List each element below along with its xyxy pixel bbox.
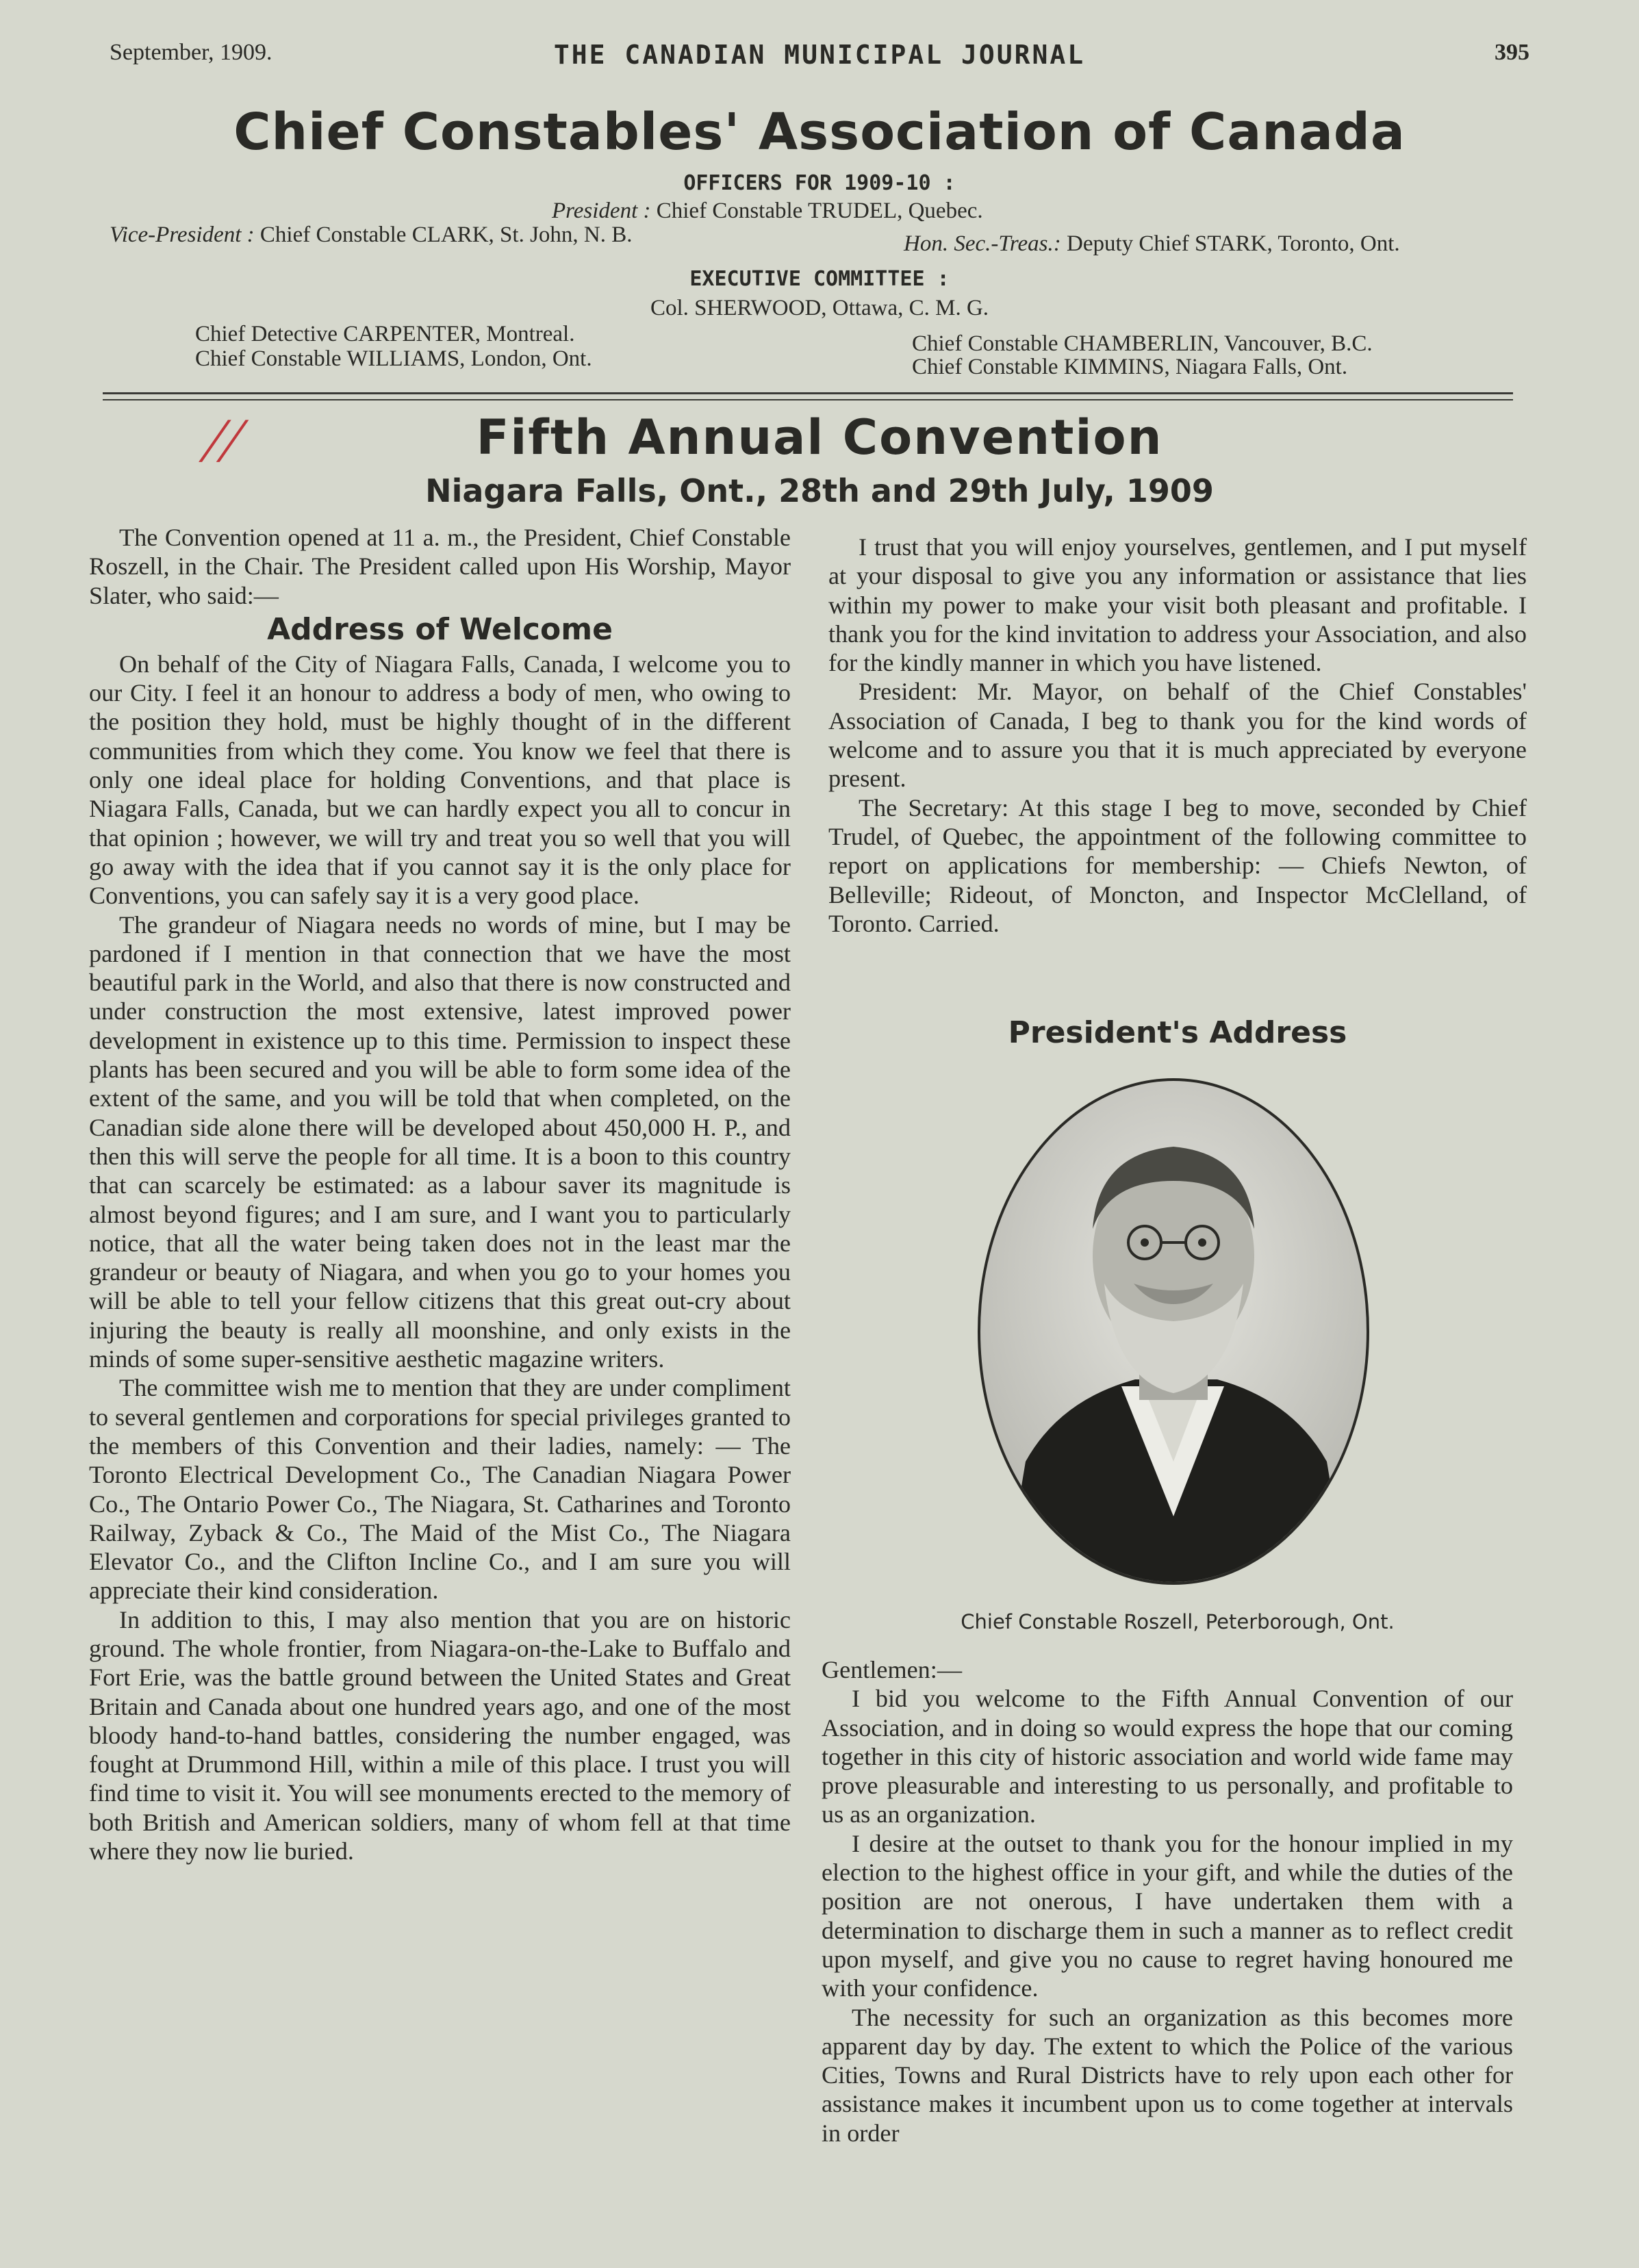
president-role: President :	[552, 199, 651, 223]
vice-president-line	[110, 222, 633, 248]
vice-president-role: Vice-President :	[110, 222, 255, 247]
president-line	[552, 199, 983, 224]
intro-paragraph: The Convention opened at 11 a. m., the President, Chief Constable Roszell, in the Chair. The President called upon His Worship, Mayor Slater, who said:—	[89, 524, 791, 609]
executive-right-member-1: Chief Constable CHAMBERLIN, Vancouver, B.C.	[912, 331, 1373, 356]
right-column-bottom	[822, 1655, 1513, 2148]
association-title: Chief Constables' Association of Canada	[233, 103, 1406, 162]
welcome-paragraph-1: On behalf of the City of Niagara Falls, Canada, I welcome you to our City. I feel it an honour to address a body of men, who owing to the position they hold, must be highly thought of in the different communities from which they come. You know we feel that there is only one ideal place for holding Conventions, and that place is Niagara Falls, Canada, but we can hardly expect you all to concur in that opinion ; however, we will try and treat you so well that you will go away with the idea that if you cannot say it is the only place for Conventions, you can safely say it is a very good place.	[89, 650, 791, 910]
right-paragraph-3: The Secretary: At this stage I beg to move, seconded by Chief Trudel, of Quebec, the appointment of the following committee to report on applications for membership: — Chiefs Newton, of Belleville; Rideout, of Moncton, and Inspector McClelland, of Toronto. Carried.	[828, 793, 1527, 937]
secretary-name: Deputy Chief STARK, Toronto, Ont.	[1067, 231, 1400, 256]
executive-center-member: Col. SHERWOOD, Ottawa, C. M. G.	[650, 296, 989, 320]
convention-subtitle: Niagara Falls, Ont., 28th and 29th July, 1909	[425, 472, 1214, 509]
divider-rule-bottom	[103, 399, 1513, 400]
red-margin-mark: //	[199, 405, 247, 475]
president-portrait	[978, 1078, 1369, 1585]
executive-left-member-2: Chief Constable WILLIAMS, London, Ont.	[195, 346, 592, 371]
page-number: 395	[1495, 40, 1529, 65]
vice-president-name: Chief Constable CLARK, St. John, N. B.	[259, 222, 633, 247]
divider-rule-top	[103, 392, 1513, 394]
welcome-paragraph-3: The committee wish me to mention that they are under compliment to several gentlemen and corporations for special privileges granted to the members of this Convention and their ladies, namely: — The Toronto Electrical Development Co., The Canadian Niagara Power Co., The Ontario Power Co., The Niagara, St. Catharines and Toronto Railway, Zyback & Co., The Maid of the Mist Co., The Niagara Elevator Co., and the Clifton Incline Co., and I am sure you will appreciate their kind consideration.	[89, 1374, 791, 1605]
running-head-journal: THE CANADIAN MUNICIPAL JOURNAL	[553, 40, 1086, 70]
secretary-line	[904, 231, 1400, 257]
executive-heading: EXECUTIVE COMMITTEE :	[689, 267, 950, 291]
left-column	[89, 523, 791, 1865]
portrait-caption: Chief Constable Roszell, Peterborough, Ont.	[961, 1610, 1395, 1633]
president-paragraph-3: The necessity for such an organization as this becomes more apparent day by day. The extent to which the Police of the various Cities, Towns and Rural Districts have to rely upon each other for assistance makes it incumbent upon us to come together at intervals in order	[822, 2003, 1513, 2147]
right-column-top	[828, 533, 1527, 938]
president-name: Chief Constable TRUDEL, Quebec.	[656, 199, 983, 223]
welcome-paragraph-2: The grandeur of Niagara needs no words of mine, but I may be pardoned if I mention in that connection that we have the most beautiful park in the World, and also that there is now constructed and under construction the most extensive, latest improved power development in existence up to this time. Permission to inspect these plants has been secured and you will be able to form some idea of the extent of the same, and you will be told that when completed, on the Canadian side alone there will be developed about 450,000 H. P., and then this will serve the people for all time. It is a boon to this country that can scarcely be estimated: as a labour saver its magnitude is almost beyond figures; and I am sure, and I want you to particularly notice, that all the water being taken does not in the least mar the grandeur or beauty of Niagara, and when you go to your homes you will be able to tell your fellow citizens that this great out-cry about injuring the beauty is really all moonshine, and only exists in the minds of some super-sensitive aesthetic magazine writers.	[89, 910, 791, 1373]
portrait-photo-image	[978, 1078, 1369, 1585]
president-paragraph-1: I bid you welcome to the Fifth Annual Convention of our Association, and in doing so would express the hope that our coming together in this city of historic association and world wide fame may prove pleasurable and interesting to us personally, and profitable to us as an organization.	[822, 1685, 1513, 1829]
president-paragraph-2: I desire at the outset to thank you for the honour implied in my election to the highest office in your gift, and while the duties of the position are not onerous, I have undertaken them with a determination to discharge them in such a manner as to reflect credit upon myself, and give you no cause to regret having honoured me with your confidence.	[822, 1829, 1513, 2002]
address-of-welcome-heading: Address of Welcome	[267, 611, 613, 647]
officers-heading: OFFICERS FOR 1909-10 :	[683, 171, 956, 195]
presidents-address-heading: President's Address	[1008, 1015, 1347, 1050]
running-head-date: September, 1909.	[110, 40, 272, 65]
executive-left-member-1: Chief Detective CARPENTER, Montreal.	[195, 322, 575, 346]
salutation: Gentlemen:—	[822, 1656, 963, 1683]
executive-right-member-2: Chief Constable KIMMINS, Niagara Falls, Ont.	[912, 355, 1348, 379]
welcome-paragraph-4: In addition to this, I may also mention that you are on historic ground. The whole frontier, from Niagara-on-the-Lake to Buffalo and Fort Erie, was the battle ground between the United States and Great Britain and Canada about one hundred years ago, and one of the most bloody hand-to-hand battles, considering the number engaged, was fought at Drummond Hill, within a mile of this place. I trust you will find time to visit it. You will see monuments erected to the memory of both British and American soldiers, many of whom fell at that time where they now lie buried.	[89, 1605, 791, 1865]
right-paragraph-2: President: Mr. Mayor, on behalf of the Chief Constables' Association of Canada, I beg to thank you for the kind words of welcome and to assure you that it is much appreciated by everyone present.	[828, 678, 1527, 793]
secretary-role: Hon. Sec.-Treas.:	[904, 231, 1061, 256]
right-paragraph-1: I trust that you will enjoy yourselves, gentlemen, and I put myself at your disposal to give you any information or assistance that lies within my power to make your visit both pleasant and profitable. I thank you for the kind invitation to address your Association, and also for the kindly manner in which you have listened.	[828, 533, 1527, 677]
convention-title: Fifth Annual Convention	[476, 409, 1163, 466]
